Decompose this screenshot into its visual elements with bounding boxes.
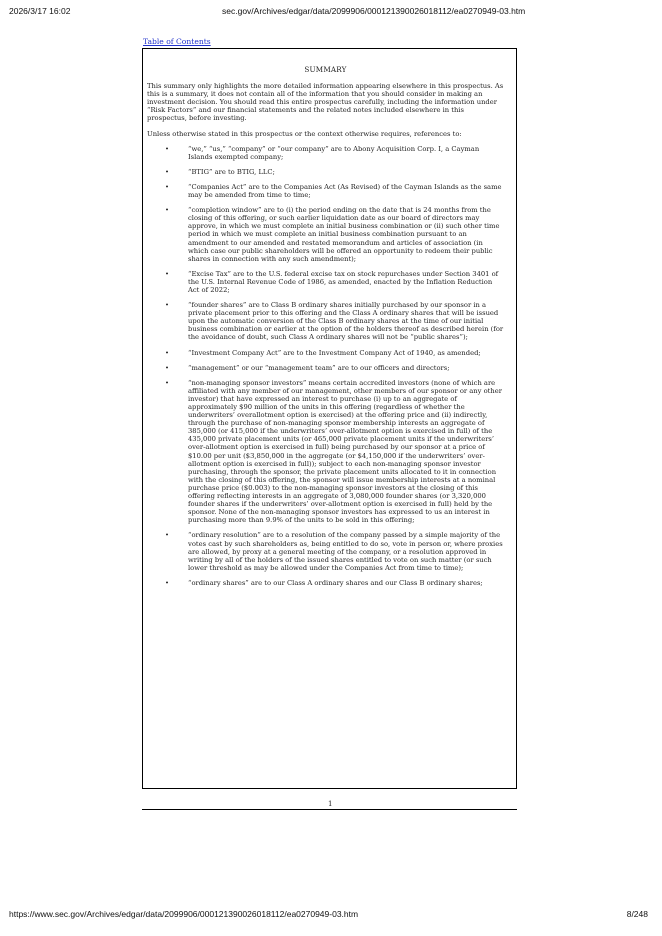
browser-print-header bbox=[0, 6, 662, 20]
definition-item bbox=[147, 183, 504, 199]
definition-item bbox=[147, 270, 504, 294]
definition-item bbox=[147, 168, 504, 176]
bullet-icon: • bbox=[165, 531, 169, 540]
bullet-icon: • bbox=[165, 348, 169, 357]
print-header-url: sec.gov/Archives/edgar/data/2099906/000121390026018112/ea0270949-03.htm bbox=[222, 6, 526, 16]
bullet-icon: • bbox=[165, 269, 169, 278]
definition-item bbox=[147, 206, 504, 263]
definition-item bbox=[147, 301, 504, 341]
definition-text: “ordinary resolution” are to a resolution of the company passed by a simple majority of the votes cast by such shareholders as, being entitled to do so, vote in person or, where proxies are allowed, by proxy at a general meeting of the company, or a resolution approved in writing by all of the holders of the issued shares entitled to vote on such matter (or such lower threshold as may be allowed under the Companies Act from time to time); bbox=[188, 531, 503, 572]
definition-text: “non-managing sponsor investors” means certain accredited investors (none of which are affiliated with any member of our management, other members of our sponsor or any other investor) that have expressed an interest to purchase (i) up to an aggregate of approximately $90 million of the units in this offering (regardless of whether the underwriters’ overallotment option is exercised) at the offering price and (ii) indirectly, through the purchase of non-managing sponsor membership interests an aggregate of 385,000 (or 415,000 if the underwriters’ over-allotment option is exercised in full) of the 435,000 private placement units (or 465,000 private placement units if the underwriters’ over-allotment option is exercised in full) being purchased by our sponsor at a price of $10.00 per unit ($3,850,000 in the aggregate (or $4,150,000 if the underwriters’ over-allotment option is exercised in full)); subject to each non-managing sponsor investor purchasing, through the sponsor, the private placement units allocated to it in connection with the closing of this offering, the sponsor will issue membership interests at a nominal purchase price ($0.003) to the non-managing sponsor investors at the closing of this offering reflecting interests in an aggregate of 3,080,000 founder shares (or 3,320,000 founder shares if the underwriters’ over-allotment option is exercised in full) held by the sponsor. None of the non-managing sponsor investors has expressed to us an interest in purchasing more than 9.9% of the units to be sold in this offering; bbox=[188, 378, 502, 525]
bullet-icon: • bbox=[165, 363, 169, 372]
print-footer-url: https://www.sec.gov/Archives/edgar/data/2099906/000121390026018112/ea0270949-03.htm bbox=[9, 909, 359, 919]
definition-text: “we,” “us,” “company” or “our company” are to Abony Acquisition Corp. I, a Cayman Islands exempted company; bbox=[188, 144, 480, 161]
definition-item bbox=[147, 379, 504, 525]
definition-text: “management” or our “management team” are to our officers and directors; bbox=[188, 363, 450, 372]
definition-text: “Companies Act” are to the Companies Act (As Revised) of the Cayman Islands as the same may be amended from time to time; bbox=[188, 182, 502, 200]
intro-paragraph: This summary only highlights the more detailed information appearing elsewhere in this prospectus. As this is a summary, it does not contain all of the information that you should consider in making an investment decision. You should read this entire prospectus carefully, including the information under “Risk Factors” and our financial statements and the related notes included elsewhere in this prospectus, before investing. bbox=[147, 82, 504, 123]
bullet-icon: • bbox=[165, 182, 169, 191]
definition-item bbox=[147, 145, 504, 161]
page-footer-rule bbox=[142, 809, 517, 810]
page-number: 1 bbox=[328, 800, 333, 808]
definition-item bbox=[147, 349, 504, 357]
print-page-counter: 8/248 bbox=[626, 909, 648, 919]
definition-item bbox=[147, 579, 504, 587]
lead-in-paragraph: Unless otherwise stated in this prospectus or the context otherwise requires, references to: bbox=[147, 129, 462, 138]
browser-print-footer bbox=[0, 909, 662, 923]
definition-text: “BTIG” are to BTIG, LLC; bbox=[188, 167, 275, 176]
bullet-icon: • bbox=[165, 578, 169, 587]
section-title: SUMMARY bbox=[304, 65, 347, 74]
definition-text: “ordinary shares” are to our Class A ordinary shares and our Class B ordinary shares; bbox=[188, 578, 483, 587]
definition-item bbox=[147, 364, 504, 372]
definition-text: “Excise Tax” are to the U.S. federal excise tax on stock repurchases under Section 3401 of the U.S. Internal Revenue Code of 1986, as amended, enacted by the Inflation Reduction Act of 2022; bbox=[188, 269, 499, 294]
definition-text: “Investment Company Act” are to the Investment Company Act of 1940, as amended; bbox=[188, 348, 481, 357]
table-of-contents-link[interactable]: Table of Contents bbox=[143, 37, 211, 46]
print-datetime: 2026/3/17 16:02 bbox=[9, 6, 71, 16]
bullet-icon: • bbox=[165, 378, 169, 387]
definition-item bbox=[147, 531, 504, 571]
bullet-icon: • bbox=[165, 301, 169, 310]
definition-text: “completion window” are to (i) the period ending on the date that is 24 months from the closing of this offering, or such earlier liquidation date as our board of directors may approve, in which we must complete an initial business combination or (ii) such other time period in which we must complete an initial business combination pursuant to an amendment to our amended and restated memorandum and articles of association (in which case our public shareholders will be offered an opportunity to redeem their public shares in connection with any such amendment); bbox=[188, 206, 500, 263]
bullet-icon: • bbox=[165, 206, 169, 215]
definitions-list bbox=[147, 145, 504, 587]
summary-box bbox=[142, 48, 517, 789]
definition-text: “founder shares” are to Class B ordinary shares initially purchased by our sponsor in a private placement prior to this offering and the Class A ordinary shares that will be issued upon the automatic conversion of the Class B ordinary shares at the time of our initial business combination or earlier at the option of the holders thereof as described herein (for the avoidance of doubt, such Class A ordinary shares will not be “public shares”); bbox=[188, 301, 504, 342]
bullet-icon: • bbox=[165, 144, 169, 153]
bullet-icon: • bbox=[165, 167, 169, 176]
